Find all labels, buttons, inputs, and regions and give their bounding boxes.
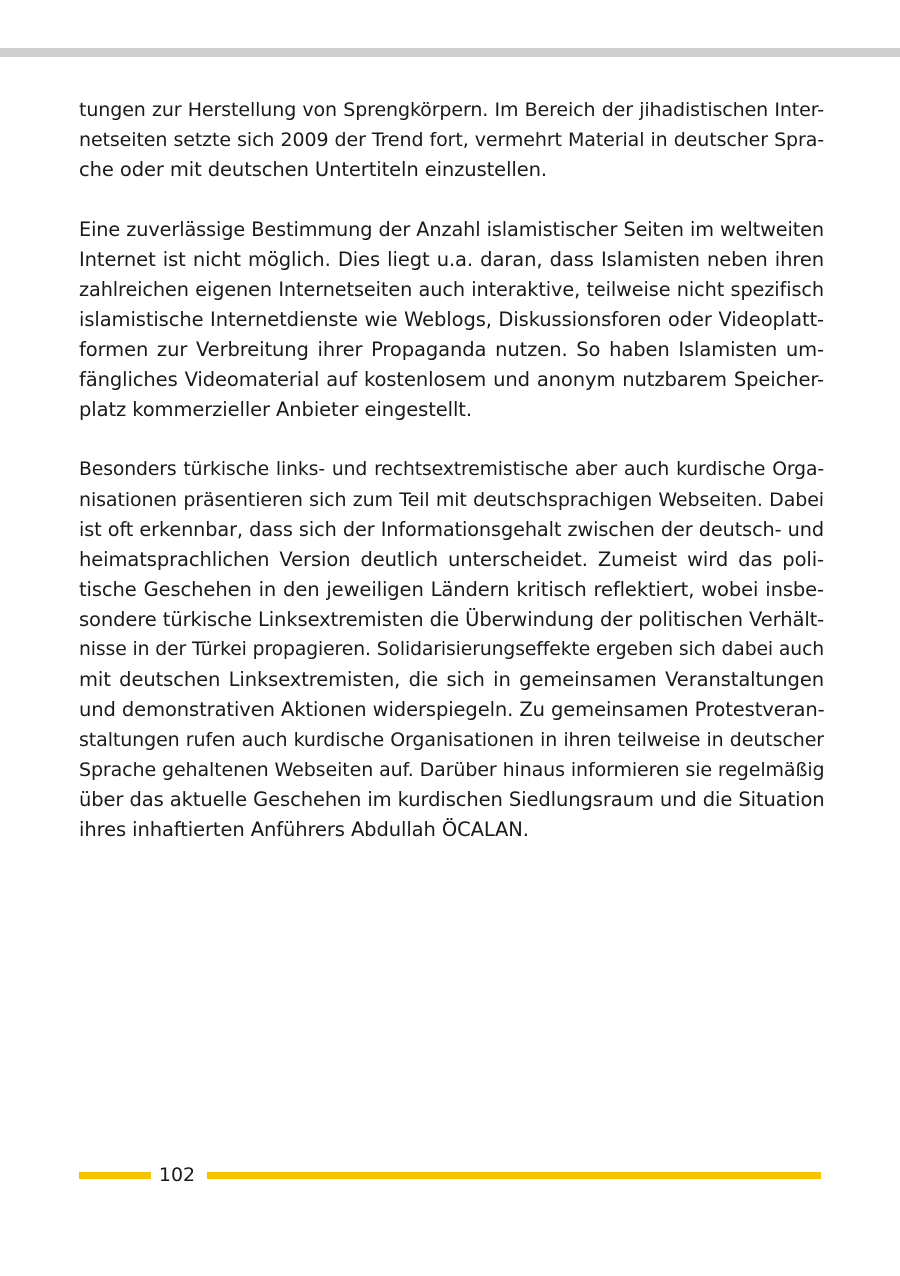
text-line: platz kommerzieller Anbieter eingestellt. [79,398,472,421]
text-line: über das aktuelle Geschehen im kurdischen Siedlungsraum und die Situation [79,788,825,811]
body-text [79,95,824,845]
paragraph-gap [79,185,824,215]
text-line: Besonders türkische links- und rechtsextremistische aber auch kurdische Orga- [79,459,824,480]
text-line: und demonstrativen Aktionen widerspiegeln. Zu gemeinsamen Protestveran- [79,698,825,721]
text-line: ist oft erkennbar, dass sich der Informationsgehalt zwischen der deutsch- und [79,518,824,541]
paragraph-gap [79,425,824,455]
text-line: ihres inhaftierten Anführers Abdullah ÖCALAN. [79,818,529,841]
footer-accent-bar-right [207,1172,821,1179]
paragraph [79,455,824,845]
text-line: staltungen rufen auch kurdische Organisationen in ihren teilweise in deutscher [79,729,824,751]
paragraph [79,215,824,425]
page-footer [79,1160,821,1190]
text-line: tungen zur Herstellung von Sprengkörpern. Im Bereich der jihadistischen Inter- [79,99,824,121]
text-line: sondere türkische Linksextremisten die Überwindung der politischen Verhält- [79,608,825,631]
paragraph [79,95,824,185]
text-line: Internet ist nicht möglich. Dies liegt u.a. daran, dass Islamisten neben ihren [79,248,824,271]
footer-accent-bar-left [79,1172,151,1179]
text-line: netseiten setzte sich 2009 der Trend fort, vermehrt Material in deutscher Spra- [79,129,824,151]
text-line: Sprache gehaltenen Webseiten auf. Darüber hinaus informieren sie regelmäßig [79,759,825,781]
text-line: nisationen präsentieren sich zum Teil mit deutschsprachigen Webseiten. Dabei [79,489,824,511]
text-line: mit deutschen Linksextremisten, die sich in gemeinsamen Veranstaltungen [79,668,824,691]
text-line: heimatsprachlichen Version deutlich unterscheidet. Zumeist wird das poli- [79,548,824,571]
text-line: islamistische Internetdienste wie Weblogs, Diskussionsforen oder Videoplatt- [79,308,824,331]
text-line: formen zur Verbreitung ihrer Propaganda nutzen. So haben Islamisten um- [79,338,824,361]
text-line: zahlreichen eigenen Internetseiten auch interaktive, teilweise nicht spezifisch [79,278,824,301]
text-line: fängliches Videomaterial auf kostenlosem und anonym nutzbarem Speicher- [79,368,824,391]
text-line: che oder mit deutschen Untertiteln einzustellen. [79,158,547,181]
page-number: 102 [158,1164,196,1186]
text-line: Eine zuverlässige Bestimmung der Anzahl islamistischer Seiten im weltweiten [79,218,824,241]
text-line: nisse in der Türkei propagieren. Solidarisierungseffekte ergeben sich dabei auch [79,639,825,660]
header-rule [0,48,900,57]
text-line: tische Geschehen in den jeweiligen Ländern kritisch reflektiert, wobei insbe- [79,578,824,601]
